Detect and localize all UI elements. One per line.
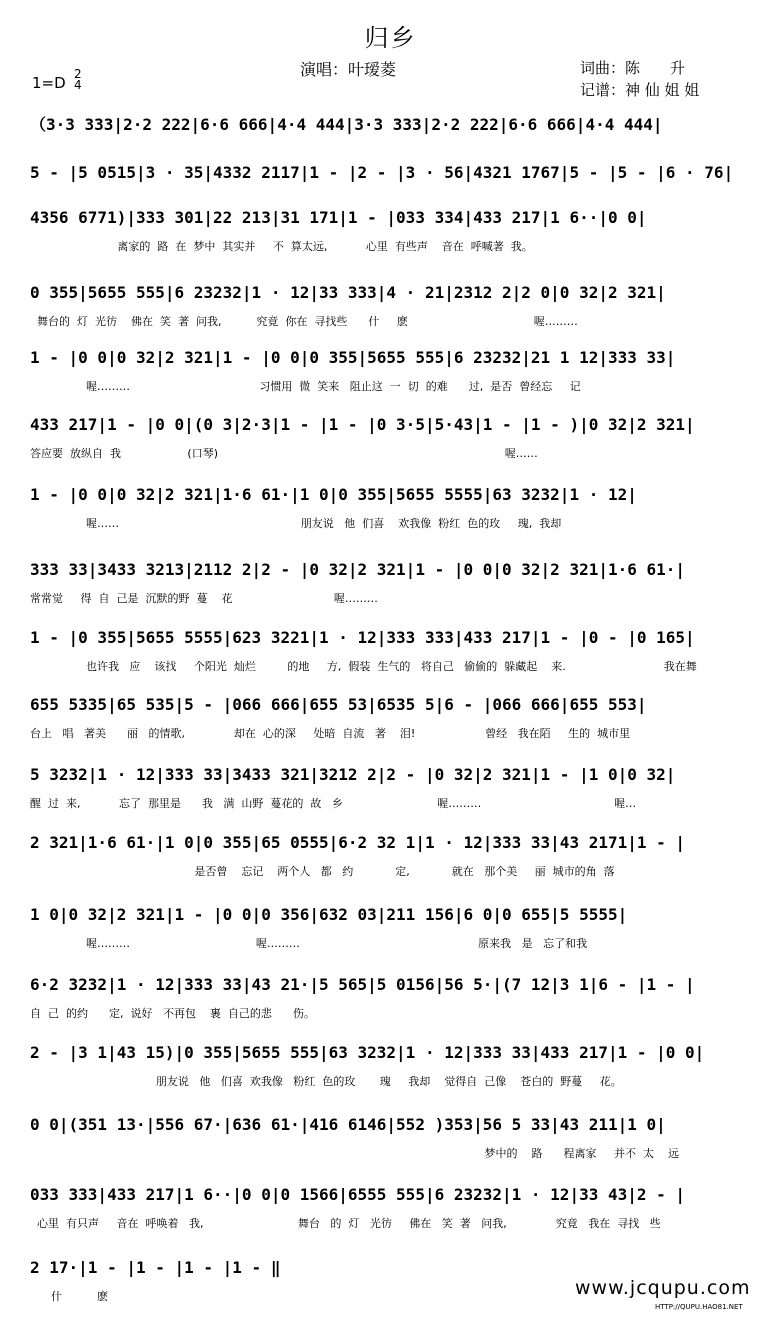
notation-line: 2 17·|1 - |1 - |1 - |1 - ‖ xyxy=(30,1258,281,1277)
notation-line: 2 - |3 1|43 15)|0 355|5655 555|63 3232|1 · 12|333 33|433 217|1 - |0 0| xyxy=(30,1043,705,1062)
lyric-line: 是否曾 忘记 两个人 都 约 定, 就在 那个美 丽 城市的角 落 xyxy=(30,865,615,878)
composer-credit: 词曲：陈 升 xyxy=(580,59,686,77)
score-line xyxy=(30,765,770,825)
lyric-line: 什 麽 xyxy=(30,1290,108,1303)
notation-line: 5 - |5 0515|3 · 35|4332 2117|1 - |2 - |3 · 56|4321 1767|5 - |5 - |6 · 76| xyxy=(30,163,734,182)
score-line xyxy=(30,1043,770,1103)
score-line xyxy=(30,628,770,688)
notation-line: 6·2 3232|1 · 12|333 33|43 21·|5 565|5 0156|56 5·|(7 12|3 1|6 - |1 - | xyxy=(30,975,695,994)
notation-line: 2 321|1·6 61·|1 0|0 355|65 0555|6·2 32 1|1 · 12|333 33|43 2171|1 - | xyxy=(30,833,686,852)
notation-line: 033 333|433 217|1 6··|0 0|0 1566|6555 555|6 23232|1 · 12|33 43|2 - | xyxy=(30,1185,686,1204)
lyric-line: 也许我 应 该找 个阳光 灿烂 的地 方, 假装 生气的 将自己 偷偷的 躲藏起 来. 我在舞 xyxy=(30,660,697,673)
notation-line: 1 0|0 32|2 321|1 - |0 0|0 356|632 03|211 156|6 0|0 655|5 5555| xyxy=(30,905,628,924)
score-line xyxy=(30,975,770,1035)
notation-line: 0 355|5655 555|6 23232|1 · 12|33 333|4 · 21|2312 2|2 0|0 32|2 321| xyxy=(30,283,666,302)
score-line xyxy=(30,485,770,545)
score-line xyxy=(30,1115,770,1175)
score-line xyxy=(30,348,770,408)
transcriber-credit: 记谱：神 仙 姐 姐 xyxy=(580,81,700,99)
notation-line: 1 - |0 0|0 32|2 321|1 - |0 0|0 355|5655 555|6 23232|21 1 12|333 33| xyxy=(30,348,676,367)
lyric-line: 喔……… 习惯用 微 笑来 阻止这 一 切 的难 过, 是否 曾经忘 记 xyxy=(30,380,581,393)
notation-line: （3·3 333|2·2 222|6·6 666|4·4 444|3·3 333|2·2 222|6·6 666|4·4 444| xyxy=(30,115,663,134)
lyric-line: 醒 过 来, 忘了 那里是 我 满 山野 蔓花的 故 乡 喔……… 喔… xyxy=(30,797,637,810)
singer-credit: 演唱：叶瑷菱 xyxy=(300,60,397,79)
lyric-line: 舞台的 灯 光彷 佛在 笑 著 问我, 究竟 你在 寻找些 什 麽 喔……… xyxy=(30,315,578,328)
lyric-line: 喔……… 喔……… 原来我 是 忘了和我 xyxy=(30,937,588,950)
lyric-line: 答应要 放纵自 我 (口琴) 喔…… xyxy=(30,447,538,460)
notation-line: 433 217|1 - |0 0|(0 3|2·3|1 - |1 - |0 3·5|5·43|1 - |1 - )|0 32|2 321| xyxy=(30,415,695,434)
score-line xyxy=(30,905,770,965)
song-title: 归乡 xyxy=(364,24,417,52)
score-line xyxy=(30,1185,770,1245)
lyric-line: 朋友说 他 们喜 欢我像 粉红 色的玫 瑰 我却 觉得自 己像 苍白的 野蔓 花。 xyxy=(30,1075,622,1088)
notation-line: 333 33|3433 3213|2112 2|2 - |0 32|2 321|1 - |0 0|0 32|2 321|1·6 61·| xyxy=(30,560,686,579)
lyric-line: 心里 有只声 音在 呼唤着 我, 舞台 的 灯 光彷 佛在 笑 著 问我, 究竟 我在 寻找 些 xyxy=(30,1217,661,1230)
mirror-watermark: HTTP://QUPU.HAO81.NET xyxy=(655,1303,743,1311)
score-line xyxy=(30,560,770,620)
score-line xyxy=(30,283,770,343)
lyric-line: 梦中的 路 程离家 并不 太 远 xyxy=(30,1147,679,1160)
notation-line: 4356 6771)|333 301|22 213|31 171|1 - |033 334|433 217|1 6··|0 0| xyxy=(30,208,647,227)
score-line xyxy=(30,833,770,893)
score-line xyxy=(30,695,770,755)
score-line xyxy=(30,415,770,475)
time-signature xyxy=(74,69,82,91)
lyric-line: 自 己 的约 定, 说好 不再包 裹 自己的悲 伤。 xyxy=(30,1007,315,1020)
notation-line: 0 0|(351 13·|556 67·|636 61·|416 6146|552 )353|56 5 33|43 211|1 0| xyxy=(30,1115,666,1134)
lyric-line: 台上 唱 著美 丽 的情歌, 却在 心的深 处暗 自流 著 泪! 曾经 我在陌 生的 城市里 xyxy=(30,727,631,740)
notation-line: 1 - |0 0|0 32|2 321|1·6 61·|1 0|0 355|5655 5555|63 3232|1 · 12| xyxy=(30,485,637,504)
time-signature-bottom: 4 xyxy=(74,78,82,92)
key-signature: 1=D xyxy=(32,74,66,92)
lyric-line: 常常觉 得 自 己是 沉默的野 蔓 花 喔……… xyxy=(30,592,378,605)
notation-line: 655 5335|65 535|5 - |066 666|655 53|6535 5|6 - |066 666|655 553| xyxy=(30,695,647,714)
lyric-line: 喔…… 朋友说 他 们喜 欢我像 粉红 色的玫 瑰, 我却 xyxy=(30,517,562,530)
lyric-line: 离家的 路 在 梦中 其实并 不 算太远, 心里 有些声 音在 呼喊著 我。 xyxy=(30,240,533,253)
site-watermark: www.jcqupu.com xyxy=(575,1277,751,1299)
notation-line: 1 - |0 355|5655 5555|623 3221|1 · 12|333 333|433 217|1 - |0 - |0 165| xyxy=(30,628,695,647)
score-line xyxy=(30,208,770,268)
notation-line: 5 3232|1 · 12|333 33|3433 321|3212 2|2 - |0 32|2 321|1 - |1 0|0 32| xyxy=(30,765,676,784)
time-signature-top: 2 xyxy=(74,67,82,81)
